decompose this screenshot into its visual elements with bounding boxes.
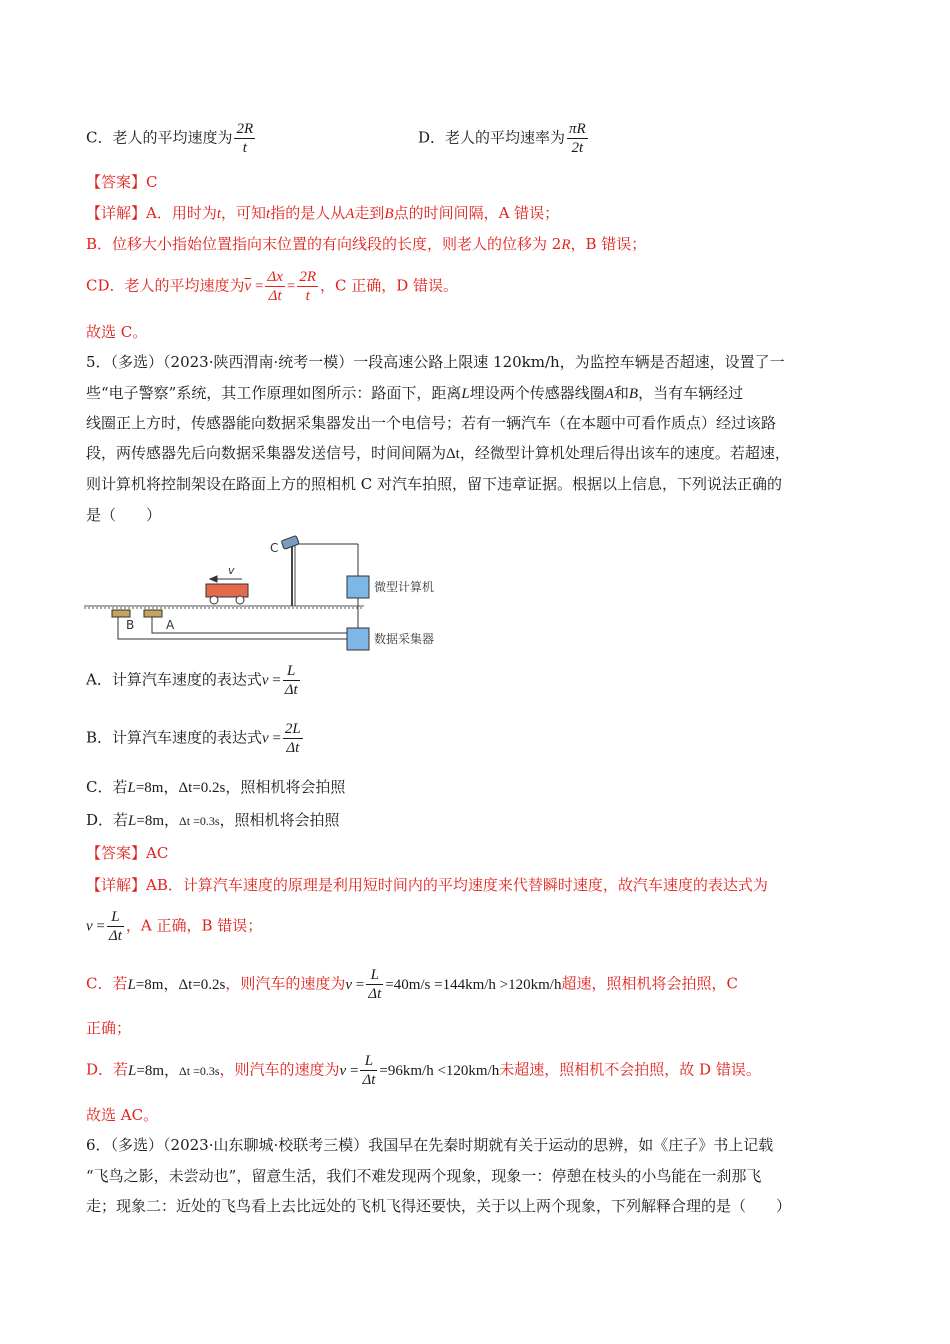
math-var: B	[384, 206, 394, 222]
text-run: 【详解】A．用时为	[86, 204, 217, 222]
math-value: Δt =0.3s	[179, 814, 220, 828]
fraction-denominator: Δt	[362, 1072, 376, 1088]
collector-label: 数据采集器	[374, 632, 435, 646]
text-run: ，B 错误；	[570, 235, 647, 253]
text-run: CD．老人的平均速度为	[86, 276, 245, 295]
math-value: =40m/s =144km/h >120km/h	[385, 976, 562, 993]
math-var: t	[216, 206, 222, 222]
collector-box	[347, 628, 369, 650]
text-run: 点的时间间隔，A 错误；	[393, 204, 560, 222]
car-icon	[206, 584, 248, 604]
q6-stem-line-3: 走；现象二：近处的飞鸟看上去比远处的飞机飞得还要快，关于以上两个现象，下列解释合理的是（ ）	[86, 1197, 792, 1215]
math-var: L	[128, 813, 137, 829]
fraction-numerator: 2R	[236, 121, 254, 137]
sensor-a	[144, 610, 162, 617]
sensor-a-label: A	[166, 618, 175, 632]
math-var: L	[127, 780, 136, 796]
fraction-numerator: 2L	[284, 721, 301, 737]
text-run: C．若	[86, 974, 128, 993]
sensor-b	[112, 610, 130, 617]
text-run: 埋设两个传感器线圈	[469, 384, 605, 402]
math-value: =0.2s	[192, 976, 226, 993]
math-var: A	[345, 206, 355, 222]
math-var: Δt	[178, 780, 193, 796]
math-value: =8m	[136, 813, 165, 829]
text-run: 未超速，照相机不会拍照，故 D 错误。	[499, 1060, 761, 1079]
q5-stem-line-6: 是（ ）	[86, 506, 162, 524]
q5-stem-line-1: 5．（多选）（2023·陕西渭南·统考一模）一段高速公路上限速 120km/h，为监控车辆是否超速，设置了一	[86, 353, 785, 371]
math-var: v	[345, 976, 353, 993]
math-var: t	[266, 206, 271, 222]
computer-label: 微型计算机	[374, 580, 435, 594]
q4-option-c	[86, 120, 257, 157]
math-var: v	[262, 730, 269, 747]
math-var: v	[339, 1062, 347, 1079]
q5-stem-line-3: 线圈正上方时，传感器能向数据采集器发出一个电信号；若有一辆汽车（在本题中可看作质点）经过该路	[86, 414, 777, 432]
fraction-numerator: L	[283, 662, 300, 681]
sensor-b-label: B	[126, 618, 135, 632]
fraction-numerator: L	[366, 966, 383, 985]
fraction-numerator: L	[107, 908, 124, 927]
text-run: ，照相机将会拍照	[225, 778, 346, 796]
q4-detail-a	[86, 203, 559, 224]
fraction-numerator: Δx	[267, 269, 283, 285]
q5-stem-line-5: 则计算机将控制架设在路面上方的照相机 C 对汽车拍照，留下违章证据。根据以上信息，下列说法正确的	[86, 475, 783, 493]
text-run: ，当有车辆经过	[638, 384, 744, 402]
text-run: ，可知	[221, 204, 267, 222]
q5-option-a-fraction	[283, 662, 300, 699]
fraction-denominator: 2t	[571, 140, 584, 156]
q5-detail-ab-fraction	[107, 908, 124, 945]
q6-stem-line-2: “飞鸟之影，未尝动也”，留意生活，我们不难发现两个现象，现象一：停憩在枝头的小鸟能在一刹那飞	[86, 1167, 762, 1185]
q4-detail-fraction-2	[297, 268, 318, 305]
text-run: ，经微型计算机处理后得出该车的速度。若超速，	[459, 444, 790, 462]
q5-detail-d: D．若L=8m，Δt =0.3s，则汽车的速度为v = $\frac{L}{\Delta t}$ =96km/h <120km/h未超速，照相机不会拍照，故 D 错误。	[86, 1053, 761, 1088]
text-run: 些“电子警察”系统，其工作原理如图所示：路面下，距离	[86, 384, 462, 402]
q5-detail-ab-2: v = $\frac{L}{\Delta t}$ ，A 正确，B 错误；	[86, 909, 263, 944]
math-var: v	[86, 918, 93, 935]
text-run: ，则汽车的速度为	[219, 1060, 340, 1079]
fraction-numerator: πR	[569, 121, 586, 137]
math-var: L	[128, 1062, 137, 1079]
q5-detail-c: C．若L=8m，Δt=0.2s，则汽车的速度为v = $\frac{L}{\Delta t}$ =40m/s =144km/h >120km/h超速，照相机将会拍照，C	[86, 967, 738, 1002]
q5-answer: 【答案】AC	[86, 844, 169, 862]
math-value: =8m	[136, 1062, 165, 1079]
q5-detail-ab: 【详解】AB．计算汽车速度的原理是利用短时间内的平均速度来代替瞬时速度，故汽车速度的表达式为	[86, 876, 768, 894]
q4-detail-fraction-1	[265, 268, 284, 305]
q5-option-b: B．计算汽车速度的表达式v = $\frac{2L}{\Delta t}$	[86, 721, 301, 756]
q5-option-d: D．若L=8m，Δt =0.3s，照相机将会拍照	[86, 811, 340, 829]
math-value: =8m	[135, 780, 164, 796]
math-value: =0.2s	[192, 780, 226, 796]
q5-detail-c-line-2: 正确；	[86, 1019, 132, 1037]
math-var: $\overline{v}$	[244, 278, 252, 295]
text-run: C．若	[86, 778, 128, 796]
velocity-arrow	[210, 576, 242, 582]
fraction-denominator: Δt	[286, 740, 300, 756]
text-run: 和	[613, 384, 629, 402]
fraction-denominator: t	[305, 288, 310, 304]
math-var: Δt	[178, 976, 193, 993]
q5-stem-line-4	[86, 443, 790, 464]
camera-icon	[281, 536, 299, 550]
fraction-denominator: Δt	[284, 682, 298, 698]
q5-option-c: C．若L=8m，Δt=0.2s，照相机将会拍照	[86, 778, 346, 796]
velocity-label: v	[228, 564, 235, 577]
text-run: 超速，照相机将会拍照，C	[561, 974, 738, 993]
q5-stem-line-2	[86, 383, 743, 404]
text-run: 段，两传感器先后向数据采集器发送信号，时间间隔为	[86, 444, 447, 462]
math-var: R	[561, 237, 571, 253]
text-run: B．计算汽车速度的表达式	[86, 728, 263, 747]
q4-option-c-fraction	[234, 120, 255, 157]
q4-option-d	[418, 120, 590, 157]
fraction-denominator: Δt	[108, 928, 122, 944]
road-surface	[84, 606, 364, 608]
math-var: Δt	[446, 446, 460, 462]
camera-pole	[292, 544, 295, 606]
q5-option-b-fraction	[283, 720, 303, 757]
computer-box	[347, 576, 369, 598]
q4-option-d-label: D．老人的平均速率为	[418, 128, 566, 147]
text-run: A．计算汽车速度的表达式	[86, 670, 262, 689]
q6-stem-line-1: 6．（多选）（2023·山东聊城·校联考三模）我国早在先秦时期就有关于运动的思辨，如《庄子》书上记载	[86, 1136, 774, 1154]
fraction-denominator: Δt	[368, 986, 382, 1002]
math-value: =96km/h <120km/h	[379, 1062, 500, 1079]
text-run: 指的是人从	[270, 204, 346, 222]
math-var: v	[261, 672, 269, 689]
text-run: ，则汽车的速度为	[225, 974, 346, 993]
math-var: B	[628, 386, 639, 402]
fraction-numerator: 2R	[299, 269, 317, 285]
fraction-denominator: t	[242, 140, 247, 156]
text-run: 走到	[354, 204, 385, 222]
text-run: ，照相机将会拍照	[219, 811, 340, 829]
sensor-wires	[118, 617, 347, 639]
q5-detail-d-fraction	[360, 1052, 377, 1089]
q5-detail-c-fraction	[366, 966, 383, 1003]
q4-detail-cd: CD．老人的平均速度为$\overline{v}$ = $\frac{\Delta x}{\Delta t}$ = $\frac{2R}{t}$ ，C 正确，D 错误。	[86, 269, 459, 304]
q4-option-d-fraction	[567, 120, 588, 157]
text-run: ，A 正确，B 错误；	[125, 916, 263, 935]
math-value: =8m	[135, 976, 164, 993]
q4-conclusion: 故选 C。	[86, 323, 148, 341]
fraction-denominator: Δt	[268, 288, 282, 304]
math-var: L	[127, 976, 136, 993]
q4-detail-b	[86, 234, 646, 255]
math-var: L	[461, 386, 470, 402]
q5-option-a: A．计算汽车速度的表达式v = $\frac{L}{\Delta t}$	[86, 663, 298, 698]
q5-conclusion: 故选 AC。	[86, 1106, 159, 1124]
camera-label: C	[270, 541, 279, 555]
math-var: A	[604, 386, 614, 402]
text-run: D．若	[86, 1060, 129, 1079]
text-run: ，C 正确，D 错误。	[320, 276, 459, 295]
q5-figure	[84, 528, 464, 652]
q4-option-c-label: C．老人的平均速度为	[86, 128, 233, 147]
q4-answer: 【答案】C	[86, 173, 158, 191]
math-value: Δt =0.3s	[179, 1063, 220, 1078]
text-run: D．若	[86, 811, 129, 829]
fraction-numerator: L	[360, 1052, 377, 1071]
text-run: B．位移大小指始位置指向末位置的有向线段的长度，则老人的位移为 2	[86, 235, 562, 253]
